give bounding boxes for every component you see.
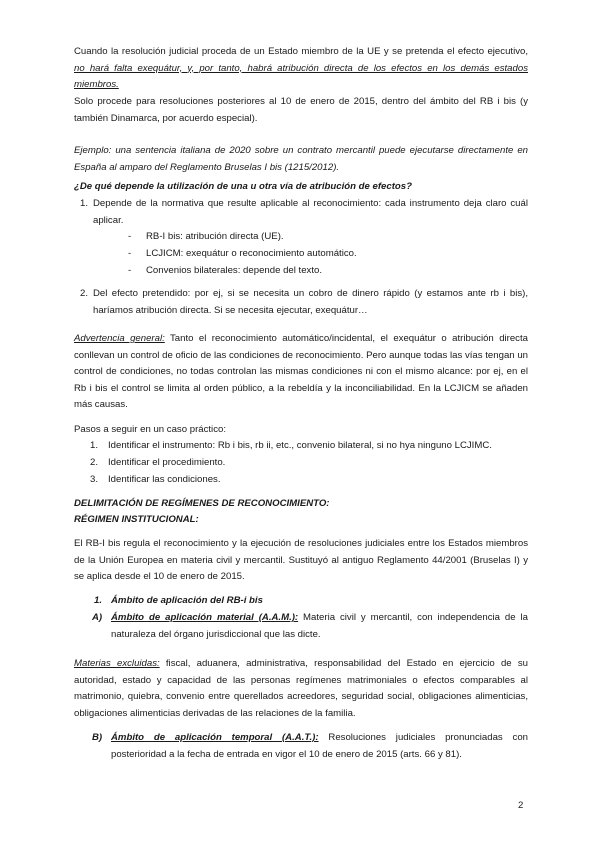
sub-dash-2: -: [128, 248, 132, 259]
paragraph-rb-i-bis: El RB-I bis regula el reconocimiento y la ejecución de resoluciones judiciales entre los Estados miembros de la Unión Europea en materia civil y mercantil. Sustituyó al antiguo Reglamento 44/2001 (Bruselas I) y se aplica desde el 10 de enero de 2015.: [74, 538, 528, 583]
step-item-1: Identificar el instrumento: Rb i bis, rb ii, etc., convenio bilateral, si no hya ninguno LCJIMC.: [108, 440, 492, 451]
paragraph-ue-prefix: Cuando la resolución judicial proceda de un Estado miembro de la UE y se pretenda el efecto ejecutivo,: [74, 46, 528, 57]
step-item-2: Identificar el procedimiento.: [108, 457, 226, 468]
warning-label: Advertencia general:: [74, 333, 165, 344]
step-item-3: Identificar las condiciones.: [108, 474, 221, 485]
temporal-label: Ámbito de aplicación temporal (A.A.T.):: [111, 732, 319, 743]
paragraph-temporal-scope: Solo procede para resoluciones posteriores al 10 de enero de 2015, dentro del ámbito del RB i bis (y también Dinamarca, por acuerdo especial).: [74, 96, 528, 124]
paragraph-ue-emphasis: no hará falta exequátur, y, por tanto, habrá atribución directa de los efectos en los demás estados miembros.: [74, 62, 528, 91]
sub-item-lcjicm: LCJICM: exequátur o reconocimiento automático.: [146, 248, 357, 259]
materias-label: Materias excluidas:: [74, 658, 160, 669]
section-heading-regimen: RÉGIMEN INSTITUCIONAL:: [74, 514, 199, 525]
materias-text: fiscal, aduanera, administrativa, responsabilidad del Estado en ejercicio de su autoridad, estado y capacidad de las personas regímenes matrimoniales o efectos comparables al matrimonio, quiebra, convenio entre querellados acreedores, seguridad social, obligaciones alimenticias, obligaciones alimenticias derivadas de las relaciones de la familia.: [74, 658, 528, 719]
page-number: 2: [518, 800, 524, 811]
sub-dash-1: -: [128, 231, 132, 242]
list-number-2: 2.: [80, 288, 89, 299]
sub-item-rbi: RB-I bis: atribución directa (UE).: [146, 231, 284, 242]
ambito-material-label: Ámbito de aplicación material (A.A.M.):: [111, 612, 299, 623]
paragraph-ue-effect: [74, 44, 528, 94]
ambito-material: [111, 610, 528, 643]
list-item-efecto: Del efecto pretendido: por ej, si se necesita un cobro de dinero rápido (y estamos ante rb i bis), haríamos atribución directa. Si se necesita ejecutar, exequátur…: [93, 288, 528, 316]
step-number-1: 1.: [90, 440, 99, 451]
steps-intro: Pasos a seguir en un caso práctico:: [74, 424, 226, 435]
question-heading: ¿De qué depende la utilización de una u otra vía de atribución de efectos?: [74, 181, 412, 192]
paragraph-materias-excluidas: [74, 656, 528, 722]
list-number-1: 1.: [80, 198, 89, 209]
section-heading-delimitacion: DELIMITACIÓN DE REGÍMENES DE RECONOCIMIENTO:: [74, 498, 330, 509]
paragraph-warning: [74, 331, 528, 414]
list-item-normativa: Depende de la normativa que resulte aplicable al reconocimiento: cada instrumento deja claro cuál aplicar.: [93, 198, 528, 226]
ambito-material-text: Materia civil y mercantil, con independencia de la naturaleza del órgano jurisdiccional que las dicte.: [111, 612, 528, 640]
temporal-letter-b: B): [92, 732, 103, 743]
temporal-text: Resoluciones judiciales pronunciadas con posterioridad a la fecha de entrada en vigor el 10 de enero de 2015 (arts. 66 y 81).: [111, 732, 528, 760]
ambito-temporal: [111, 730, 528, 763]
step-number-3: 3.: [90, 474, 99, 485]
sub-dash-3: -: [128, 265, 132, 276]
ambito-number: 1.: [94, 595, 103, 606]
sub-item-convenios: Convenios bilaterales: depende del texto.: [146, 265, 323, 276]
ambito-title: Ámbito de aplicación del RB-i bis: [111, 595, 263, 606]
paragraph-example: Ejemplo: una sentencia italiana de 2020 sobre un contrato mercantil puede ejecutarse directamente en España al amparo del Reglamento Bruselas I bis (1215/2012).: [74, 145, 528, 173]
warning-text: Tanto el reconocimiento automático/incidental, el exequátur o atribución directa conllevan un control de oficio de las condiciones de reconocimiento. Pero aunque todas las vías tengan un control de condiciones, no todas controlan las mismas condiciones ni con el mismo alcance: por ej, en el Rb i bis el control se limita al orden público, a la rebeldía y la inconciliabilidad. En la LCJICM se añaden más causas.: [74, 333, 528, 411]
step-number-2: 2.: [90, 457, 99, 468]
ambito-letter-a: A): [92, 612, 103, 623]
